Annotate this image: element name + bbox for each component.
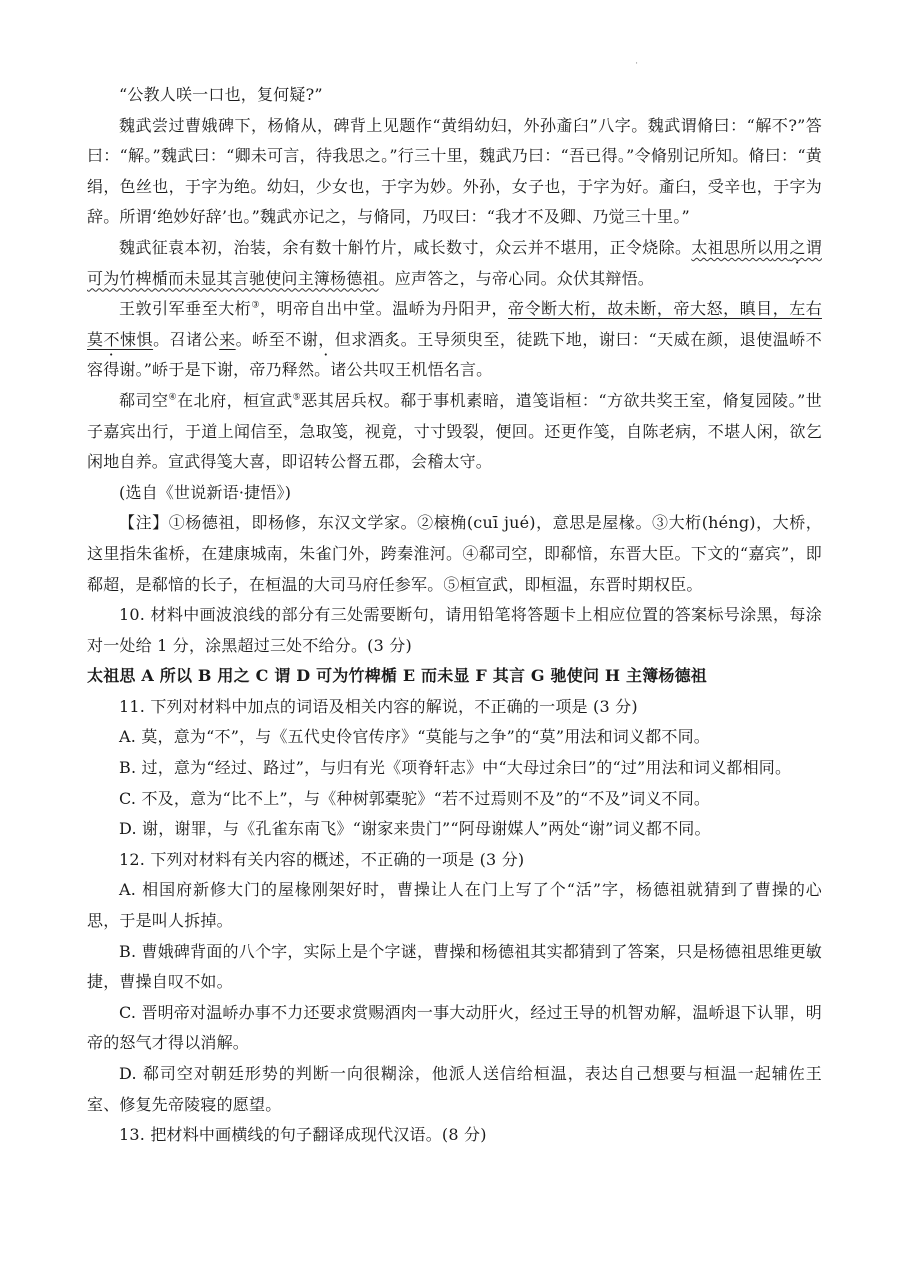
passage-text: 。应声答之，与帝心同。众伏其辩悟。 (378, 268, 655, 288)
question-12-option-c: C. 晋明帝对温峤办事不力还要求赏赐酒肉一事大动肝火，经过王导的机智劝解，温峤退下认罪，明帝的怒气才得以消解。 (87, 1002, 822, 1053)
passage-para-3 (87, 294, 822, 386)
passage-para-4 (87, 386, 822, 478)
passage-text: 在北府，桓宣武 (177, 390, 293, 410)
question-12: 12. 下列对材料有关内容的概述，不正确的一项是 (3 分) (119, 849, 525, 869)
question-13: 13. 把材料中画横线的句子翻译成现代汉语。(8 分) (119, 1125, 487, 1145)
question-12-option-a: A. 相国府新修大门的屋椽刚架好时，曹操让人在门上写了个“活”字，杨德祖就猜到了曹操的心思，于是叫人拆掉。 (87, 880, 822, 931)
question-12-option-d: D. 郗司空对朝廷形势的判断一向很糊涂，他派人送信给桓温，表达自己想要与桓温一起辅佐王室、修复先帝陵寝的愿望。 (87, 1064, 822, 1114)
passage-text: 。召诸公 (153, 329, 220, 349)
wavy-text: 之谓可为竹椑楯而未显其言驰使问主簿杨德祖 (87, 237, 822, 288)
passage-source: (选自《世说新语·捷悟》) (119, 482, 292, 502)
passage-text: 恶其居兵权。郗于事机素暗，遣笺诣桓：“方欲共奖王室，脩复园陵。”世子嘉宾出行，于道上闻信至，急取笺，视竟，寸寸毁裂，便回。还更作笺，自陈老病，不堪人闲，欲乞闲地自养。宣武得笺大喜，即诏转公督五郡，会稽太守。 (87, 390, 822, 472)
passage-para-1: 魏武尝过曹娥碑下，杨脩从，碑背上见题作“黄绢幼妇，外孙齑臼”八字。魏武谓脩曰：“解不?”答曰：“解。”魏武曰：“卿未可言，待我思之。”行三十里，魏武乃曰：“吾已得。”令脩别记所知。脩曰：“黄绢，色丝也，于字为绝。幼妇，少女也，于字为妙。外孙，女子也，于字为好。齑臼，受辛也，于字为辞。所谓‘绝妙好辞’也。”魏武亦记之，与脩同，乃叹曰：“我才不及卿、乃觉三十里。” (87, 115, 822, 227)
underlined-word: 来 (219, 329, 236, 349)
footnote-ref: ⑤ (292, 392, 302, 403)
page-mark: · (635, 59, 638, 69)
footnote-ref: ④ (168, 392, 178, 403)
underlined-text: 帝令断大桁，故未断，帝大怒，瞋目，左右 (508, 299, 822, 319)
passage-text: 郗司空 (119, 390, 169, 410)
question-10-options: 太祖思 A 所以 B 用之 C 谓 D 可为竹椑楯 E 而未显 F 其言 G 驰使问 H 主簿杨德祖 (87, 666, 708, 686)
question-11-option-d: D. 谢，谢罪，与《孔雀东南飞》“谢家来贵门”“阿母谢媒人”两处“谢”词义都不同。 (119, 819, 711, 839)
question-11-option-a: A. 莫，意为“不”，与《五代史伶官传序》“莫能与之争”的“莫”用法和词义都不同。 (119, 727, 711, 747)
underlined-text: 不悚惧 (103, 329, 154, 349)
question-12-option-b: B. 曹娥碑背面的八个字，实际上是个字谜，曹操和杨德祖其实都猜到了答案，只是杨德祖思维更敏捷，曹操自叹不如。 (87, 941, 822, 992)
question-11-option-c: C. 不及，意为“比不上”，与《种树郭橐驼》“若不过焉则不及”的“不及”词义不同。 (119, 788, 711, 808)
passage-text: 王敦引军垂至大桁 (119, 299, 252, 319)
passage-text: ，明帝自出中堂。温峤为丹阳尹， (259, 299, 509, 319)
passage-notes: 【注】①杨德祖，即杨修，东汉文学家。②榱桷(cuī jué)，意思是屋椽。③大桁(héng)，大桥，这里指朱雀桥，在建康城南，朱雀门外，跨秦淮河。④郗司空，即郗愔，东晋大臣。下文的“嘉宾”，即郗超，是郗愔的长子，在桓温的大司马府任参军。⑤桓宣武，即桓温，东晋时期权臣。 (87, 513, 822, 594)
passage-para-0: “公教人咲一口也，复何疑?” (119, 85, 323, 104)
footnote-ref: ③ (251, 300, 260, 311)
question-11-option-b: B. 过，意为“经过、路过”，与归有光《项脊轩志》中“大母过余曰”的“过”用法和词义都相同。 (119, 758, 792, 778)
passage-text: 。峤至不 (235, 329, 302, 349)
passage-text: ，但求酒炙。王导须臾至，徒跣下地，谢曰：“天威在颜，退使温峤不容得谢。”峤于是下谢，帝乃释然。诸公共叹王机悟名言。 (87, 329, 822, 380)
passage-text: 魏武征袁本初，治装，余有数十斛竹片，咸长数寸，众云并不堪用，正令烧除。 (119, 237, 692, 257)
dotted-word-yong: 用 (773, 237, 790, 257)
dotted-word-mo: 莫 (87, 329, 104, 349)
passage-para-2 (87, 233, 822, 294)
dotted-word-xie: 谢 (301, 329, 319, 349)
question-10: 10. 材料中画波浪线的部分有三处需要断句，请用铅笔将答题卡上相应位置的答案标号涂黑，每涂对一处给 1 分，涂黑超过三处不给分。(3 分) (87, 605, 822, 655)
question-11: 11. 下列对材料中加点的词语及相关内容的解说，不正确的一项是 (3 分) (119, 696, 638, 716)
wavy-text: 太祖思所以 (691, 237, 774, 257)
exam-page (87, 80, 822, 1151)
